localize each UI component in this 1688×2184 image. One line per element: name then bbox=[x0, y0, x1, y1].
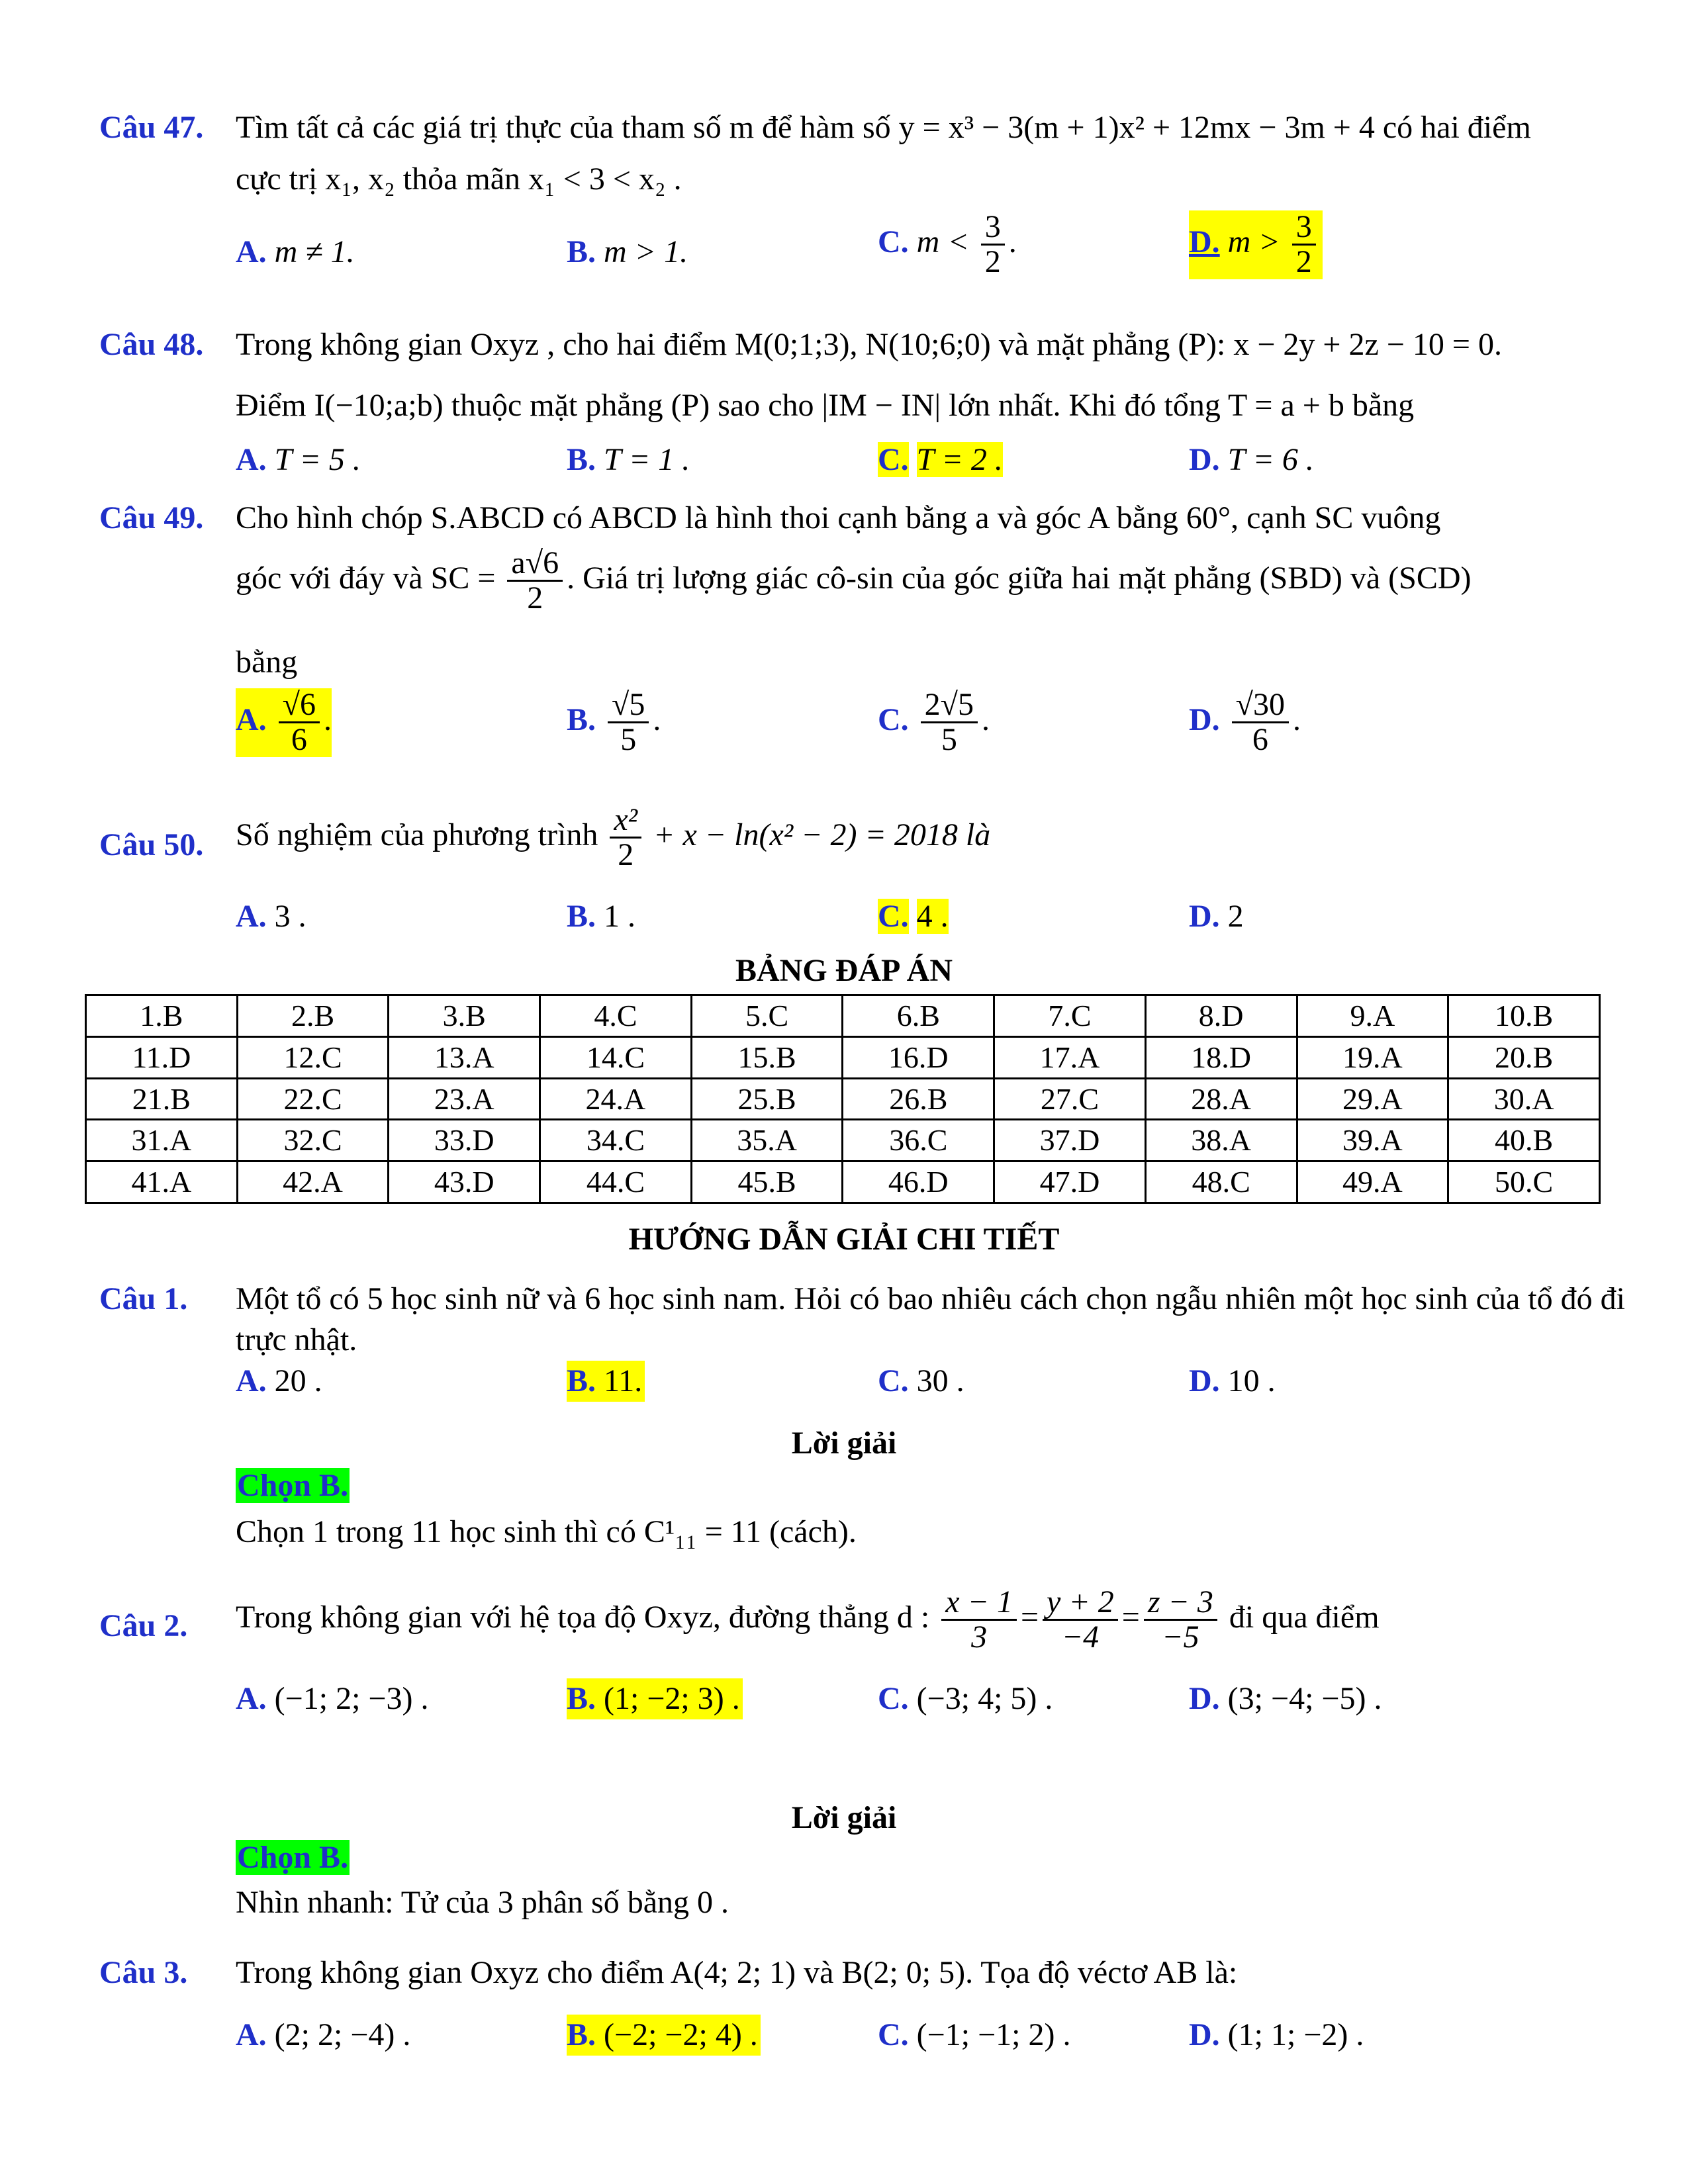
answer-cell: 14.C bbox=[540, 1036, 692, 1078]
q47-text-line1: Tìm tất cả các giá trị thực của tham số m để hàm số y = x³ − 3(m + 1)x² + 12mx − 3m + 4 có hai điểm bbox=[236, 110, 1531, 145]
answer-cell: 46.D bbox=[843, 1161, 994, 1203]
q47-option-d-highlighted: D. m > $\frac{3}{2}$ bbox=[1189, 210, 1323, 279]
c2-chon-badge: Chọn B. bbox=[237, 1840, 349, 1875]
c1-solution-text: Chọn 1 trong 11 học sinh thì có C¹₁₁ = 11 (cách). bbox=[236, 1514, 857, 1549]
answer-cell: 13.A bbox=[389, 1036, 540, 1078]
c1-text-line2: trực nhật. bbox=[236, 1322, 357, 1357]
c1-option-b-highlighted: B. 11. bbox=[567, 1361, 645, 1402]
c2-label: Câu 2. bbox=[99, 1608, 188, 1643]
q48-text-line1: Trong không gian Oxyz , cho hai điểm M(0;1;3), N(10;6;0) và mặt phẳng (P): x − 2y + 2z − 10 = 0. bbox=[236, 327, 1502, 362]
answer-cell: 1.B bbox=[86, 995, 238, 1037]
c3-option-d: D. (1; 1; −2) . bbox=[1189, 2017, 1364, 2052]
answer-cell: 47.D bbox=[994, 1161, 1146, 1203]
c1-option-d: D. 10 . bbox=[1189, 1363, 1276, 1398]
answer-cell: 42.A bbox=[237, 1161, 389, 1203]
q50-text-line1: Số nghiệm của phương trình $\frac{\text{x²}}{2}$ + x − ln(x² − 2) = 2018 là bbox=[236, 802, 991, 873]
answer-cell: 24.A bbox=[540, 1078, 692, 1120]
c3-option-b-highlighted: B. (−2; −2; 4) . bbox=[567, 2015, 761, 2056]
q47-text-line2: cực trị x₁, x₂ thỏa mãn x₁ < 3 < x₂ . bbox=[236, 161, 682, 197]
answer-cell: 27.C bbox=[994, 1078, 1146, 1120]
q48-option-c: C. T = 2 . bbox=[878, 442, 1003, 477]
q47-label: Câu 47. bbox=[99, 110, 204, 145]
q50-option-c: C. 4 . bbox=[878, 899, 949, 934]
c2-text-line1: Trong không gian với hệ tọa độ Oxyz, đường thẳng d : $\frac{x - 1}{3}$ = $\frac{y + 2}{-4}$ = $\frac{z - 3}{-5}$ đi qua điểm bbox=[236, 1584, 1380, 1655]
answer-cell: 21.B bbox=[86, 1078, 238, 1120]
answer-cell: 45.B bbox=[691, 1161, 843, 1203]
guide-title: HƯỚNG DẪN GIẢI CHI TIẾT bbox=[628, 1222, 1060, 1257]
answer-cell: 41.A bbox=[86, 1161, 238, 1203]
answer-cell: 12.C bbox=[237, 1036, 389, 1078]
answer-cell: 16.D bbox=[843, 1036, 994, 1078]
answer-cell: 19.A bbox=[1297, 1036, 1448, 1078]
q48-option-a: A. T = 5 . bbox=[236, 442, 361, 477]
q48-text-line2: Điểm I(−10;a;b) thuộc mặt phẳng (P) sao cho |IM − IN| lớn nhất. Khi đó tổng T = a + b bằng bbox=[236, 388, 1415, 423]
answer-table-title: BẢNG ĐÁP ÁN bbox=[735, 953, 953, 988]
answer-cell: 7.C bbox=[994, 995, 1146, 1037]
c2-option-a: A. (−1; 2; −3) . bbox=[236, 1681, 429, 1716]
answer-table-row bbox=[86, 1036, 1600, 1078]
answer-cell: 11.D bbox=[86, 1036, 238, 1078]
q50-option-d: D. 2 bbox=[1189, 899, 1244, 934]
answer-cell: 34.C bbox=[540, 1120, 692, 1161]
answer-cell: 43.D bbox=[389, 1161, 540, 1203]
q49-text-line1: Cho hình chóp S.ABCD có ABCD là hình thoi cạnh bằng a và góc A bằng 60°, cạnh SC vuông bbox=[236, 500, 1441, 535]
q49-option-b: B. $\frac{√5}{5}$ . bbox=[567, 687, 661, 758]
answer-cell: 30.A bbox=[1448, 1078, 1600, 1120]
answer-cell: 44.C bbox=[540, 1161, 692, 1203]
answer-cell: 26.B bbox=[843, 1078, 994, 1120]
answer-cell: 39.A bbox=[1297, 1120, 1448, 1161]
answer-cell: 3.B bbox=[389, 995, 540, 1037]
answer-table-row bbox=[86, 1161, 1600, 1203]
answer-cell: 32.C bbox=[237, 1120, 389, 1161]
answer-cell: 9.A bbox=[1297, 995, 1448, 1037]
q50-option-a: A. 3 . bbox=[236, 899, 306, 934]
c2-option-b-highlighted: B. (1; −2; 3) . bbox=[567, 1678, 743, 1719]
answer-table-row bbox=[86, 1078, 1600, 1120]
c1-text-line1: Một tổ có 5 học sinh nữ và 6 học sinh nam. Hỏi có bao nhiêu cách chọn ngẫu nhiên một học sinh của tổ đó đi bbox=[236, 1281, 1625, 1316]
answer-cell: 29.A bbox=[1297, 1078, 1448, 1120]
answer-cell: 22.C bbox=[237, 1078, 389, 1120]
q48-label: Câu 48. bbox=[99, 327, 204, 362]
answer-cell: 33.D bbox=[389, 1120, 540, 1161]
answer-cell: 35.A bbox=[691, 1120, 843, 1161]
answer-cell: 49.A bbox=[1297, 1161, 1448, 1203]
c2-option-c: C. (−3; 4; 5) . bbox=[878, 1681, 1053, 1716]
answer-cell: 38.A bbox=[1145, 1120, 1297, 1161]
answer-cell: 48.C bbox=[1145, 1161, 1297, 1203]
c2-solution-text: Nhìn nhanh: Tử của 3 phân số bằng 0 . bbox=[236, 1885, 729, 1920]
c1-chon-badge: Chọn B. bbox=[237, 1468, 349, 1503]
answer-cell: 5.C bbox=[691, 995, 843, 1037]
q47-option-a: A. m ≠ 1. bbox=[236, 234, 355, 269]
q49-text-line3: bằng bbox=[236, 645, 298, 680]
answer-cell: 10.B bbox=[1448, 995, 1600, 1037]
c3-option-a: A. (2; 2; −4) . bbox=[236, 2017, 411, 2052]
q49-option-d: D. $\frac{√30}{6}$ . bbox=[1189, 687, 1301, 758]
q47-option-c: C. m < $\frac{3}{2}$ . bbox=[878, 209, 1017, 280]
answer-cell: 15.B bbox=[691, 1036, 843, 1078]
q49-text-line2: góc với đáy và SC = $\frac{a√6}{2}$ . Giá trị lượng giác cô-sin của góc giữa hai mặt phẳng (SBD) và (SCD) bbox=[236, 545, 1472, 616]
q48-option-d: D. T = 6 . bbox=[1189, 442, 1314, 477]
answer-table-row bbox=[86, 995, 1600, 1037]
c2-option-d: D. (3; −4; −5) . bbox=[1189, 1681, 1382, 1716]
q50-option-b: B. 1 . bbox=[567, 899, 636, 934]
answer-cell: 23.A bbox=[389, 1078, 540, 1120]
answer-cell: 2.B bbox=[237, 995, 389, 1037]
q49-label: Câu 49. bbox=[99, 500, 204, 535]
answer-cell: 18.D bbox=[1145, 1036, 1297, 1078]
answer-cell: 36.C bbox=[843, 1120, 994, 1161]
answer-cell: 8.D bbox=[1145, 995, 1297, 1037]
answer-cell: 6.B bbox=[843, 995, 994, 1037]
answer-cell: 40.B bbox=[1448, 1120, 1600, 1161]
answer-table bbox=[85, 994, 1601, 1204]
c2-solution-title: Lời giải bbox=[791, 1800, 897, 1835]
answer-cell: 28.A bbox=[1145, 1078, 1297, 1120]
q50-label: Câu 50. bbox=[99, 827, 204, 862]
answer-cell: 37.D bbox=[994, 1120, 1146, 1161]
answer-cell: 25.B bbox=[691, 1078, 843, 1120]
c1-label: Câu 1. bbox=[99, 1281, 188, 1316]
answer-cell: 4.C bbox=[540, 995, 692, 1037]
c1-option-a: A. 20 . bbox=[236, 1363, 322, 1398]
answer-cell: 50.C bbox=[1448, 1161, 1600, 1203]
c1-option-c: C. 30 . bbox=[878, 1363, 964, 1398]
c3-text-line1: Trong không gian Oxyz cho điểm A(4; 2; 1) và B(2; 0; 5). Tọa độ véctơ AB là: bbox=[236, 1955, 1238, 1990]
answer-cell: 20.B bbox=[1448, 1036, 1600, 1078]
c3-label: Câu 3. bbox=[99, 1955, 188, 1990]
answer-table-row bbox=[86, 1120, 1600, 1161]
q48-option-b: B. T = 1 . bbox=[567, 442, 690, 477]
c3-option-c: C. (−1; −1; 2) . bbox=[878, 2017, 1071, 2052]
q47-option-b: B. m > 1. bbox=[567, 234, 688, 269]
answer-cell: 31.A bbox=[86, 1120, 238, 1161]
q49-option-c: C. $\frac{2√5}{5}$ . bbox=[878, 687, 990, 758]
answer-cell: 17.A bbox=[994, 1036, 1146, 1078]
c1-solution-title: Lời giải bbox=[791, 1426, 897, 1461]
q49-option-a-highlighted: A. $\frac{√6}{6}$ . bbox=[236, 687, 332, 758]
